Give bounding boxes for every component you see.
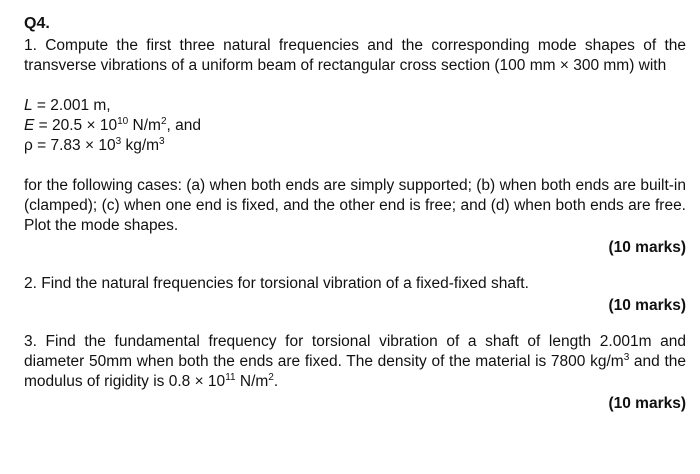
modulus-unit-exponent: 2 xyxy=(160,116,167,127)
q1-cases: for the following cases: (a) when both ends are simply supported; (b) when both ends are built-in (clamped); (c) when one end is fixed, and the other end is free; and (d) when both ends are free. Plot the mode shapes. xyxy=(24,177,686,234)
q3-exp-a: 3 xyxy=(623,352,630,363)
density-unit: kg/m xyxy=(121,137,160,154)
given-modulus xyxy=(24,116,686,136)
length-symbol: L xyxy=(24,97,33,114)
q1-marks: (10 marks) xyxy=(608,239,686,256)
q2-marks: (10 marks) xyxy=(608,297,686,314)
density-exponent: 3 xyxy=(115,136,122,147)
q3-text-d: . xyxy=(273,373,279,390)
modulus-tail: , and xyxy=(166,117,201,134)
q3-exp-b: 11 xyxy=(225,372,236,383)
modulus-exponent: 10 xyxy=(117,116,129,127)
question-heading: Q4. xyxy=(24,15,50,32)
q3-text xyxy=(24,332,686,392)
modulus-value: = 20.5 × 10 xyxy=(34,117,118,134)
density-unit-exponent: 3 xyxy=(159,136,165,147)
given-length xyxy=(24,96,686,116)
q1-intro: 1. Compute the first three natural frequencies and the corresponding mode shapes of the transverse vibrations of a uniform beam of rectangular cross section (100 mm × 300 mm) with xyxy=(24,37,686,74)
q3-text-c: N/m xyxy=(235,373,269,390)
q3-text-b: and the modulus of rigidity is 0.8 × 10 xyxy=(24,353,687,390)
density-symbol: ρ xyxy=(24,137,33,154)
modulus-unit: N/m xyxy=(128,117,161,134)
q3-exp-c: 2 xyxy=(268,372,274,383)
density-value: = 7.83 × 10 xyxy=(32,137,116,154)
q3-text-a: 3. Find the fundamental frequency for torsional vibration of a shaft of length 2.001m and diameter 50mm when both the ends are fixed. The density of the material is 7800 kg/m xyxy=(24,333,686,370)
q3-marks: (10 marks) xyxy=(608,395,686,412)
modulus-symbol: E xyxy=(24,117,35,134)
q2-text: 2. Find the natural frequencies for torsional vibration of a fixed-fixed shaft. xyxy=(24,275,529,292)
given-density xyxy=(24,136,686,156)
q1-givens xyxy=(24,96,686,156)
length-value: = 2.001 m, xyxy=(32,97,111,114)
